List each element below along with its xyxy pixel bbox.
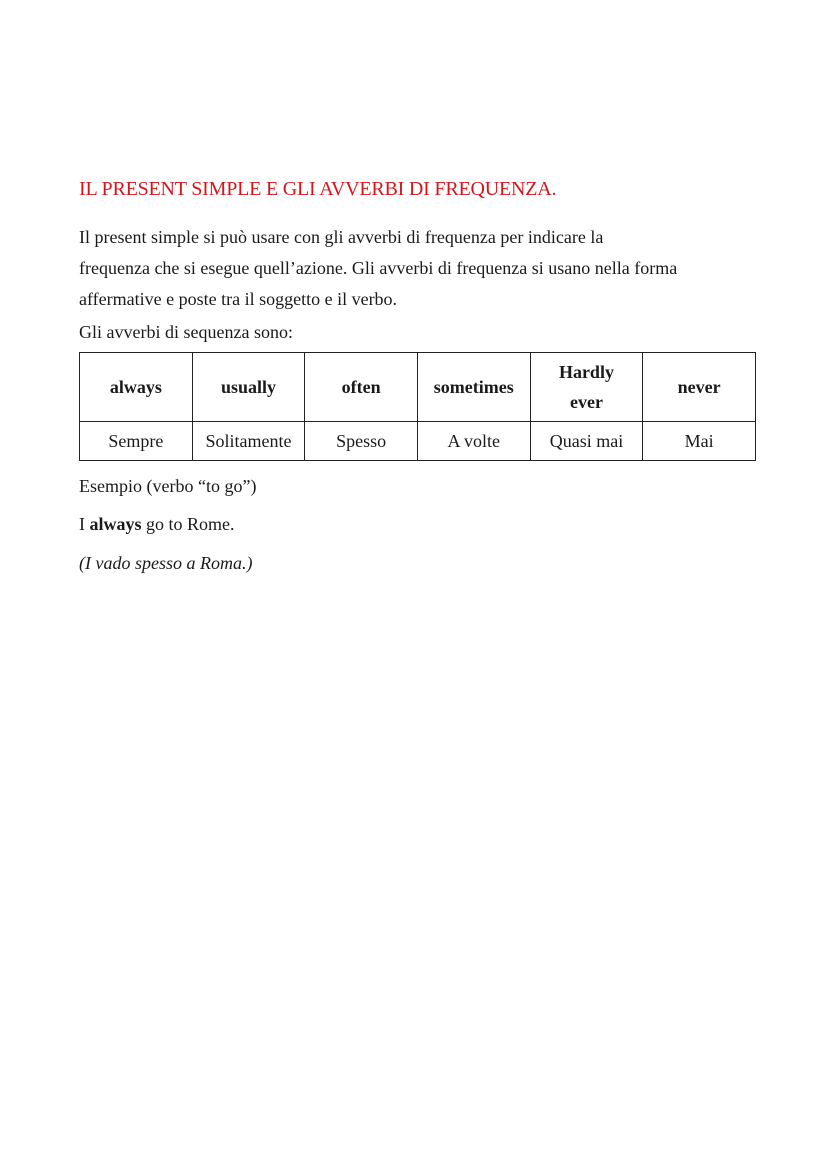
adverbs-row bbox=[80, 353, 756, 422]
adverb-cell: never bbox=[643, 353, 756, 422]
paragraph-line-3: affermative e poste tra il soggetto e il verbo. bbox=[79, 289, 398, 309]
adverb-hardly: Hardly bbox=[558, 362, 614, 382]
translation-cell: Mai bbox=[643, 422, 756, 461]
paragraph-line-1: Il present simple si può usare con gli avverbi di frequenza per indicare la bbox=[79, 227, 604, 247]
page-title: IL PRESENT SIMPLE E GLI AVVERBI DI FREQUENZA. bbox=[79, 178, 557, 200]
translations-row bbox=[80, 422, 756, 461]
explanation-paragraph bbox=[79, 222, 759, 315]
translation-cell: Sempre bbox=[80, 422, 193, 461]
adverb-ever: ever bbox=[569, 392, 603, 412]
adverb-cell bbox=[530, 353, 643, 422]
translation-cell: Spesso bbox=[305, 422, 418, 461]
adverb-cell: usually bbox=[192, 353, 305, 422]
table-intro: Gli avverbi di sequenza sono: bbox=[79, 322, 293, 342]
example-adverb: always bbox=[89, 514, 142, 534]
adverb-cell: sometimes bbox=[417, 353, 530, 422]
adverb-cell: always bbox=[80, 353, 193, 422]
translation-cell: Solitamente bbox=[192, 422, 305, 461]
adverb-cell: often bbox=[305, 353, 418, 422]
translation-cell: A volte bbox=[417, 422, 530, 461]
paragraph-line-2: frequenza che si esegue quell’azione. Gli avverbi di frequenza si usano nella forma bbox=[79, 258, 678, 278]
example-sentence bbox=[79, 514, 235, 535]
example-subject: I bbox=[79, 514, 85, 534]
example-label: Esempio (verbo “to go”) bbox=[79, 476, 257, 496]
translation-cell: Quasi mai bbox=[530, 422, 643, 461]
example-rest: go to Rome. bbox=[146, 514, 235, 534]
example-translation: (I vado spesso a Roma.) bbox=[79, 553, 253, 573]
adverbs-table bbox=[79, 352, 756, 461]
